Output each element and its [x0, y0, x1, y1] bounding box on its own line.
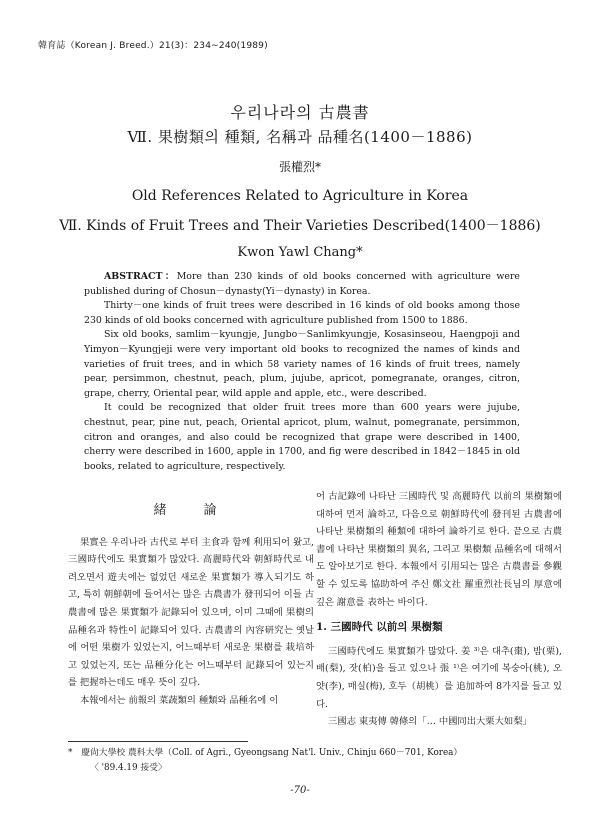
korean-author: 張權烈*: [278, 160, 321, 174]
body-paragraph: 果實은 우리나라 古代로 부터 主食과 함께 利用되어 왔고, 三國時代에도 果實類가 많았다. 高麗時代와 朝鮮時代로 내려오면서 遊夫에는 없었던 새로운 果實類가 導入되기도 하고, 특히 朝鮮朝에 들어서는 많은 古農書가 發刊되어 이들 古農書에 많은 果實類가 記錄되어 있으며, 이미 그때에 果樹의 品種名과 特性이 記錄되어 있다. 古農書의 內容研究는 옛날에 어떤 果樹가 있었는지, 어느때부터 새로운 果樹를 栽培하고 있었는지, 또는 品種分化는 어느때부터 記錄되어 있는지를 把握하는데도 매우 뜻이 깊다.: [68, 536, 314, 689]
footnote: [68, 746, 548, 776]
right-column: [316, 488, 562, 731]
abstract-paragraph: [84, 270, 520, 299]
english-author: Kwon Yawl Chang*: [237, 245, 363, 260]
korean-subtitle: Ⅶ. 果樹類의 種類, 名稱과 品種名(1400－1886): [127, 128, 473, 146]
abstract-paragraph: Thirty－one kinds of fruit trees were described in 16 kinds of old books among those 230 kinds of old books concerned with agriculture published from 1500 to 1886.: [84, 300, 520, 326]
body-paragraph: 三國時代에도 果實類가 많았다. 姜 ³⁾은 대추(棗), 밤(栗), 배(梨), 잣(柏)을 들고 있으나 張 ¹⁾은 여기에 복숭아(桃), 오얏(李), 매실(梅), 호두（胡桃）를 追加하여 8가지를 들고 있다.: [316, 645, 562, 710]
english-subtitle: Ⅶ. Kinds of Fruit Trees and Their Varieties Described(1400－1886): [59, 218, 541, 234]
journal-header: 韓育誌（Korean J. Breed.）21(3)：234∼240(1989): [38, 41, 268, 51]
footnote-divider: [68, 741, 248, 742]
page-number: -70-: [290, 785, 310, 796]
korean-title: 우리나라의 古農書: [230, 103, 370, 122]
abstract-text: More than 230 kinds of old books concerned with agriculture were published during of Chosun－dynasty(Yi－dynasty) in Korea.: [84, 271, 520, 297]
abstract-paragraph: Six old books, samlim－kyungje, Jungbo－Sanlimkyungje, Kosasinseou, Haengpoji and Yimyon－Kyungjeji were very important old books to recognized the names of kinds and varieties of fruit trees, and in which 58 variety names of 16 kinds of fruit trees, namely pear, persimmon, chestnut, peach, plum, jujube, apricot, pomegranate, oranges, citron, grape, cherry, Oriental pear, wild apple and apple, etc., were described.: [84, 329, 520, 399]
subsection-title: 1. 三國時代 以前의 果樹類: [316, 621, 443, 634]
abstract-paragraph: It could be recognized that older fruit trees more than 600 years were jujube, chestnut, pear, pine nut, peach, Oriental apricot, plum, walnut, pomegranate, persimmon, citron and oranges, and also could be recognized that grape were described in 1400, cherry were described in 1600, apple in 1700, and fig were described in 1842－1845 in old books, related to agriculture, respectively.: [84, 402, 520, 472]
footnote-received-date: 〈 '89.4.19 接受〉: [90, 763, 167, 773]
section-title-introduction: 緒 論: [153, 503, 229, 518]
english-title: Old References Related to Agriculture in Korea: [131, 188, 469, 204]
body-paragraph: 三國志 東夷傳 韓條의「… 中國同出大栗大如梨」: [328, 716, 532, 728]
abstract: [84, 270, 520, 474]
body-paragraph: 어 古記錄에 나타난 三國時代 및 高麗時代 以前의 果樹類에 대하여 먼저 論하고, 다음으로 朝鮮時代에 發刊된 古農書에 나타난 果樹類의 種類에 대하여 論하기로 한다. 끝으로 古農書에 나타난 果樹類의 異名, 그리고 果樹類 品種名에 대해서도 알아보기로 한다. 本報에서 引用되는 많은 古農書를 參觀할 수 있도록 協助하여 주신 鄭文社 羅重烈社長님의 厚意에 깊은 謝意를 表하는 바이다.: [316, 491, 562, 608]
body-paragraph: 本報에서는 前報의 菜蔬類의 種類와 品種名에 이: [80, 694, 279, 706]
left-column: [68, 488, 314, 710]
footnote-affiliation: * 慶尙大學校 農科大學（Coll. of Agri., Gyeongsang Nat'l. Univ., Chinju 660－701, Korea）: [68, 748, 463, 758]
abstract-label: ABSTRACT：: [104, 271, 177, 282]
